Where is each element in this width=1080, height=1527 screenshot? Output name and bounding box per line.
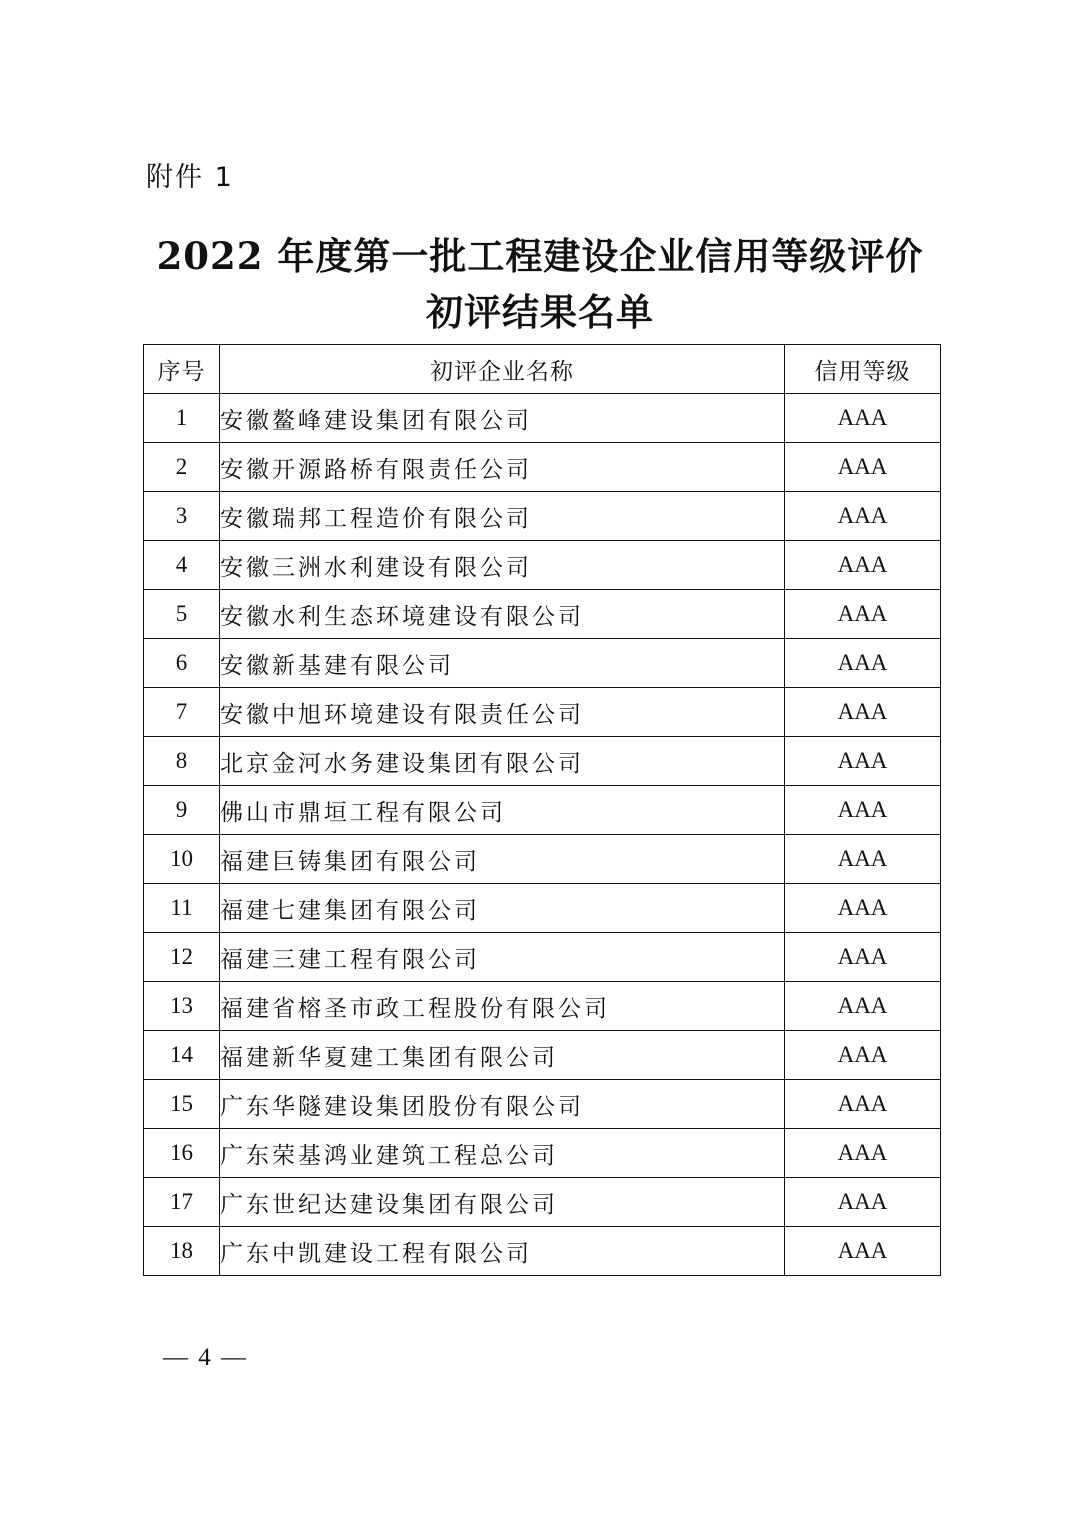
- row-number: 15: [144, 1080, 220, 1129]
- credit-grade: AAA: [785, 394, 941, 443]
- table-row: [144, 590, 941, 639]
- company-name: 福建巨铸集团有限公司: [220, 835, 785, 884]
- credit-grade: AAA: [785, 1227, 941, 1276]
- table-row: [144, 443, 941, 492]
- page-number: — 4 —: [163, 1344, 248, 1371]
- row-number: 12: [144, 933, 220, 982]
- credit-grade: AAA: [785, 1129, 941, 1178]
- result-table: [143, 344, 941, 1276]
- table-row: [144, 786, 941, 835]
- row-number: 2: [144, 443, 220, 492]
- row-number: 1: [144, 394, 220, 443]
- table-row: [144, 933, 941, 982]
- credit-grade: AAA: [785, 835, 941, 884]
- credit-grade: AAA: [785, 541, 941, 590]
- row-number: 13: [144, 982, 220, 1031]
- row-number: 10: [144, 835, 220, 884]
- credit-grade: AAA: [785, 982, 941, 1031]
- credit-grade: AAA: [785, 933, 941, 982]
- company-name: 安徽水利生态环境建设有限公司: [220, 590, 785, 639]
- document-title: [0, 228, 1080, 340]
- company-name: 广东华隧建设集团股份有限公司: [220, 1080, 785, 1129]
- credit-grade: AAA: [785, 492, 941, 541]
- title-line-2: 初评结果名单: [426, 290, 654, 334]
- table-row: [144, 541, 941, 590]
- company-name: 安徽中旭环境建设有限责任公司: [220, 688, 785, 737]
- credit-grade: AAA: [785, 1178, 941, 1227]
- table-row: [144, 835, 941, 884]
- header-no: 序号: [144, 345, 220, 394]
- company-name: 广东荣基鸿业建筑工程总公司: [220, 1129, 785, 1178]
- company-name: 福建七建集团有限公司: [220, 884, 785, 933]
- table-row: [144, 1227, 941, 1276]
- table-row: [144, 1129, 941, 1178]
- header-credit-grade: 信用等级: [785, 345, 941, 394]
- row-number: 5: [144, 590, 220, 639]
- credit-grade: AAA: [785, 639, 941, 688]
- table-row: [144, 688, 941, 737]
- row-number: 4: [144, 541, 220, 590]
- company-name: 安徽瑞邦工程造价有限公司: [220, 492, 785, 541]
- company-name: 北京金河水务建设集团有限公司: [220, 737, 785, 786]
- table-row: [144, 1178, 941, 1227]
- credit-grade: AAA: [785, 884, 941, 933]
- company-name: 福建省榕圣市政工程股份有限公司: [220, 982, 785, 1031]
- table-row: [144, 982, 941, 1031]
- row-number: 7: [144, 688, 220, 737]
- row-number: 8: [144, 737, 220, 786]
- company-name: 福建三建工程有限公司: [220, 933, 785, 982]
- row-number: 11: [144, 884, 220, 933]
- row-number: 16: [144, 1129, 220, 1178]
- credit-grade: AAA: [785, 786, 941, 835]
- credit-grade: AAA: [785, 688, 941, 737]
- company-name: 安徽开源路桥有限责任公司: [220, 443, 785, 492]
- table-row: [144, 1080, 941, 1129]
- credit-grade: AAA: [785, 443, 941, 492]
- company-name: 安徽三洲水利建设有限公司: [220, 541, 785, 590]
- table-row: [144, 492, 941, 541]
- company-name: 广东世纪达建设集团有限公司: [220, 1178, 785, 1227]
- table-header-row: [144, 345, 941, 394]
- table-body: [144, 394, 941, 1276]
- credit-grade: AAA: [785, 590, 941, 639]
- header-company-name: 初评企业名称: [220, 345, 785, 394]
- company-name: 安徽新基建有限公司: [220, 639, 785, 688]
- attachment-label: 附件 1: [146, 162, 234, 193]
- table-row: [144, 884, 941, 933]
- title-line-1: 2022 年度第一批工程建设企业信用等级评价: [156, 234, 924, 278]
- row-number: 6: [144, 639, 220, 688]
- row-number: 3: [144, 492, 220, 541]
- row-number: 18: [144, 1227, 220, 1276]
- credit-grade: AAA: [785, 1080, 941, 1129]
- company-name: 佛山市鼎垣工程有限公司: [220, 786, 785, 835]
- company-name: 福建新华夏建工集团有限公司: [220, 1031, 785, 1080]
- company-name: 广东中凯建设工程有限公司: [220, 1227, 785, 1276]
- row-number: 9: [144, 786, 220, 835]
- row-number: 14: [144, 1031, 220, 1080]
- credit-grade: AAA: [785, 1031, 941, 1080]
- row-number: 17: [144, 1178, 220, 1227]
- company-name: 安徽鳌峰建设集团有限公司: [220, 394, 785, 443]
- table-row: [144, 1031, 941, 1080]
- credit-grade: AAA: [785, 737, 941, 786]
- table-row: [144, 639, 941, 688]
- table-row: [144, 737, 941, 786]
- table-row: [144, 394, 941, 443]
